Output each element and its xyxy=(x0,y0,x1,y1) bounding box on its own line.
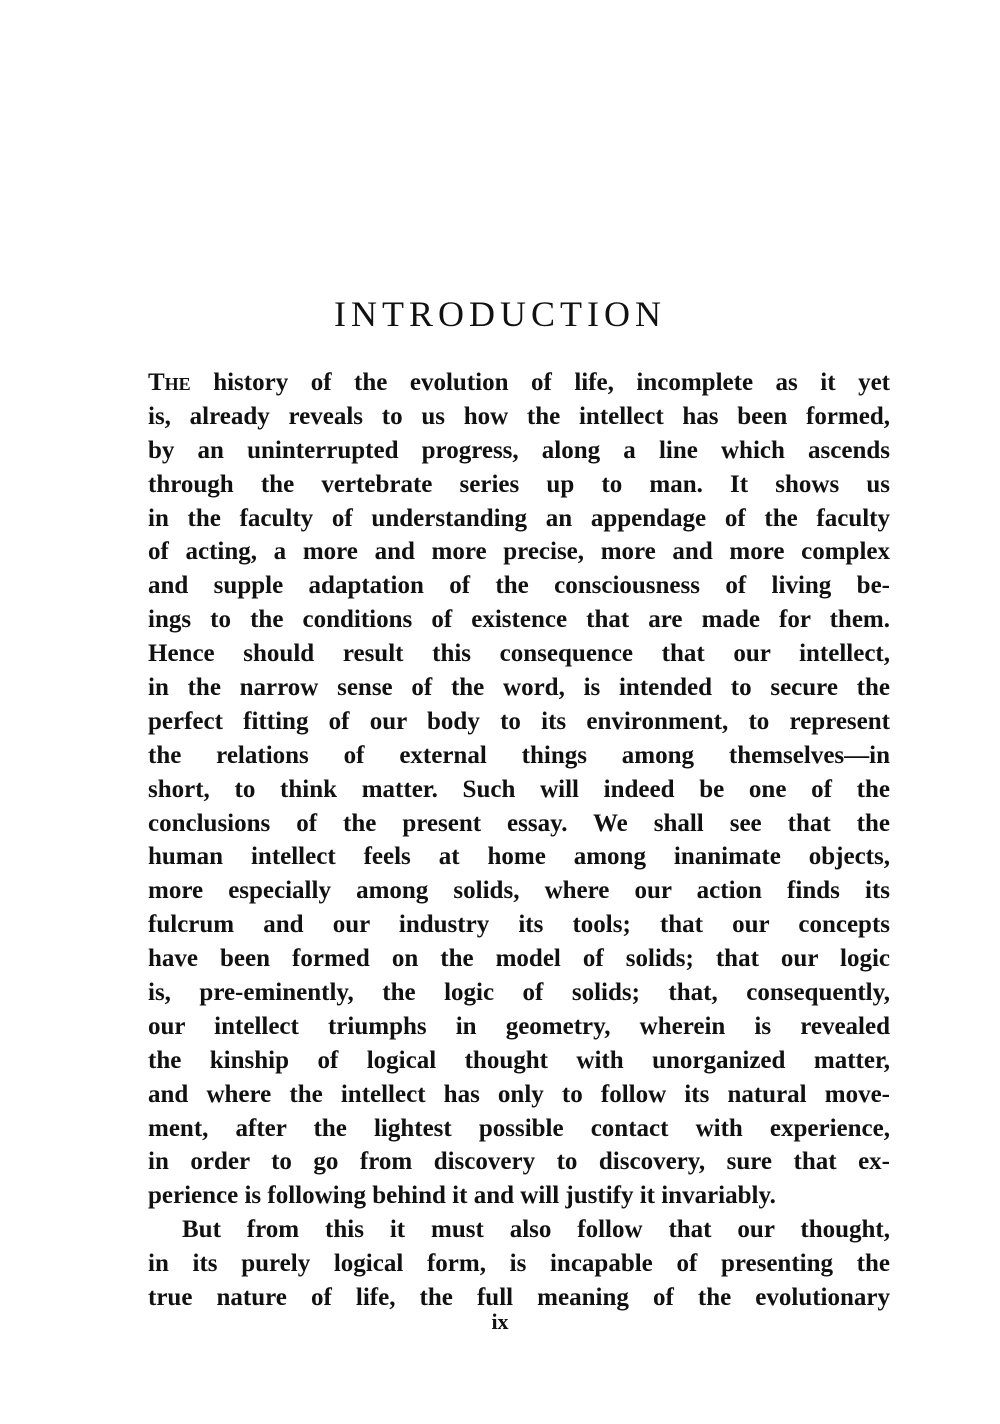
text-line: in its purely logical form, is incapable of presenting the xyxy=(148,1250,890,1278)
text-line: and where the intellect has only to follow its natural move- xyxy=(148,1080,890,1108)
text-line: by an uninterrupted progress, along a line which ascends xyxy=(148,436,890,464)
text-line: our intellect triumphs in geometry, wherein is revealed xyxy=(148,1012,890,1040)
text-line: ment, after the lightest possible contact with experience, xyxy=(148,1114,890,1142)
text-line: more especially among solids, where our action finds its xyxy=(148,877,890,905)
text-line: fulcrum and our industry its tools; that our concepts xyxy=(148,911,890,939)
chapter-title: INTRODUCTION xyxy=(334,294,666,334)
text-line: in the faculty of understanding an appendage of the faculty xyxy=(148,504,890,532)
text-line: through the vertebrate series up to man. It shows us xyxy=(148,470,890,498)
text-line: human intellect feels at home among inanimate objects, xyxy=(148,843,890,871)
text-line: is, already reveals to us how the intellect has been formed, xyxy=(148,402,890,430)
drop-word: The xyxy=(148,369,191,396)
text-line xyxy=(148,366,890,400)
text-line: have been formed on the model of solids; that our logic xyxy=(148,945,890,973)
text-line: and supple adaptation of the consciousness of living be- xyxy=(148,572,890,600)
text-line: the kinship of logical thought with unorganized matter, xyxy=(148,1046,890,1074)
text-line: ings to the conditions of existence that are made for them. xyxy=(148,606,890,634)
text-line: is, pre-eminently, the logic of solids; that, consequently, xyxy=(148,979,890,1007)
text-line: perfect fitting of our body to its environment, to represent xyxy=(148,707,890,735)
body-text xyxy=(148,366,890,1315)
text-line: the relations of external things among themselves—in xyxy=(148,741,890,769)
text-line: in order to go from discovery to discovery, sure that ex- xyxy=(148,1148,890,1176)
text-line: in the narrow sense of the word, is intended to secure the xyxy=(148,674,890,702)
text-line: conclusions of the present essay. We shall see that the xyxy=(148,809,890,837)
text-line: Hence should result this consequence that our intellect, xyxy=(148,640,890,668)
page-number: ix xyxy=(491,1309,509,1334)
text-line: perience is following behind it and will justify it invariably. xyxy=(148,1182,776,1210)
text-line: short, to think matter. Such will indeed be one of the xyxy=(148,775,890,803)
text-line: But from this it must also follow that our thought, xyxy=(182,1216,890,1244)
text-line: true nature of life, the full meaning of the evolutionary xyxy=(148,1284,890,1312)
text-line: of acting, a more and more precise, more and more complex xyxy=(148,538,890,566)
text-line-content: history of the evolution of life, incomplete as it yet xyxy=(190,369,890,396)
